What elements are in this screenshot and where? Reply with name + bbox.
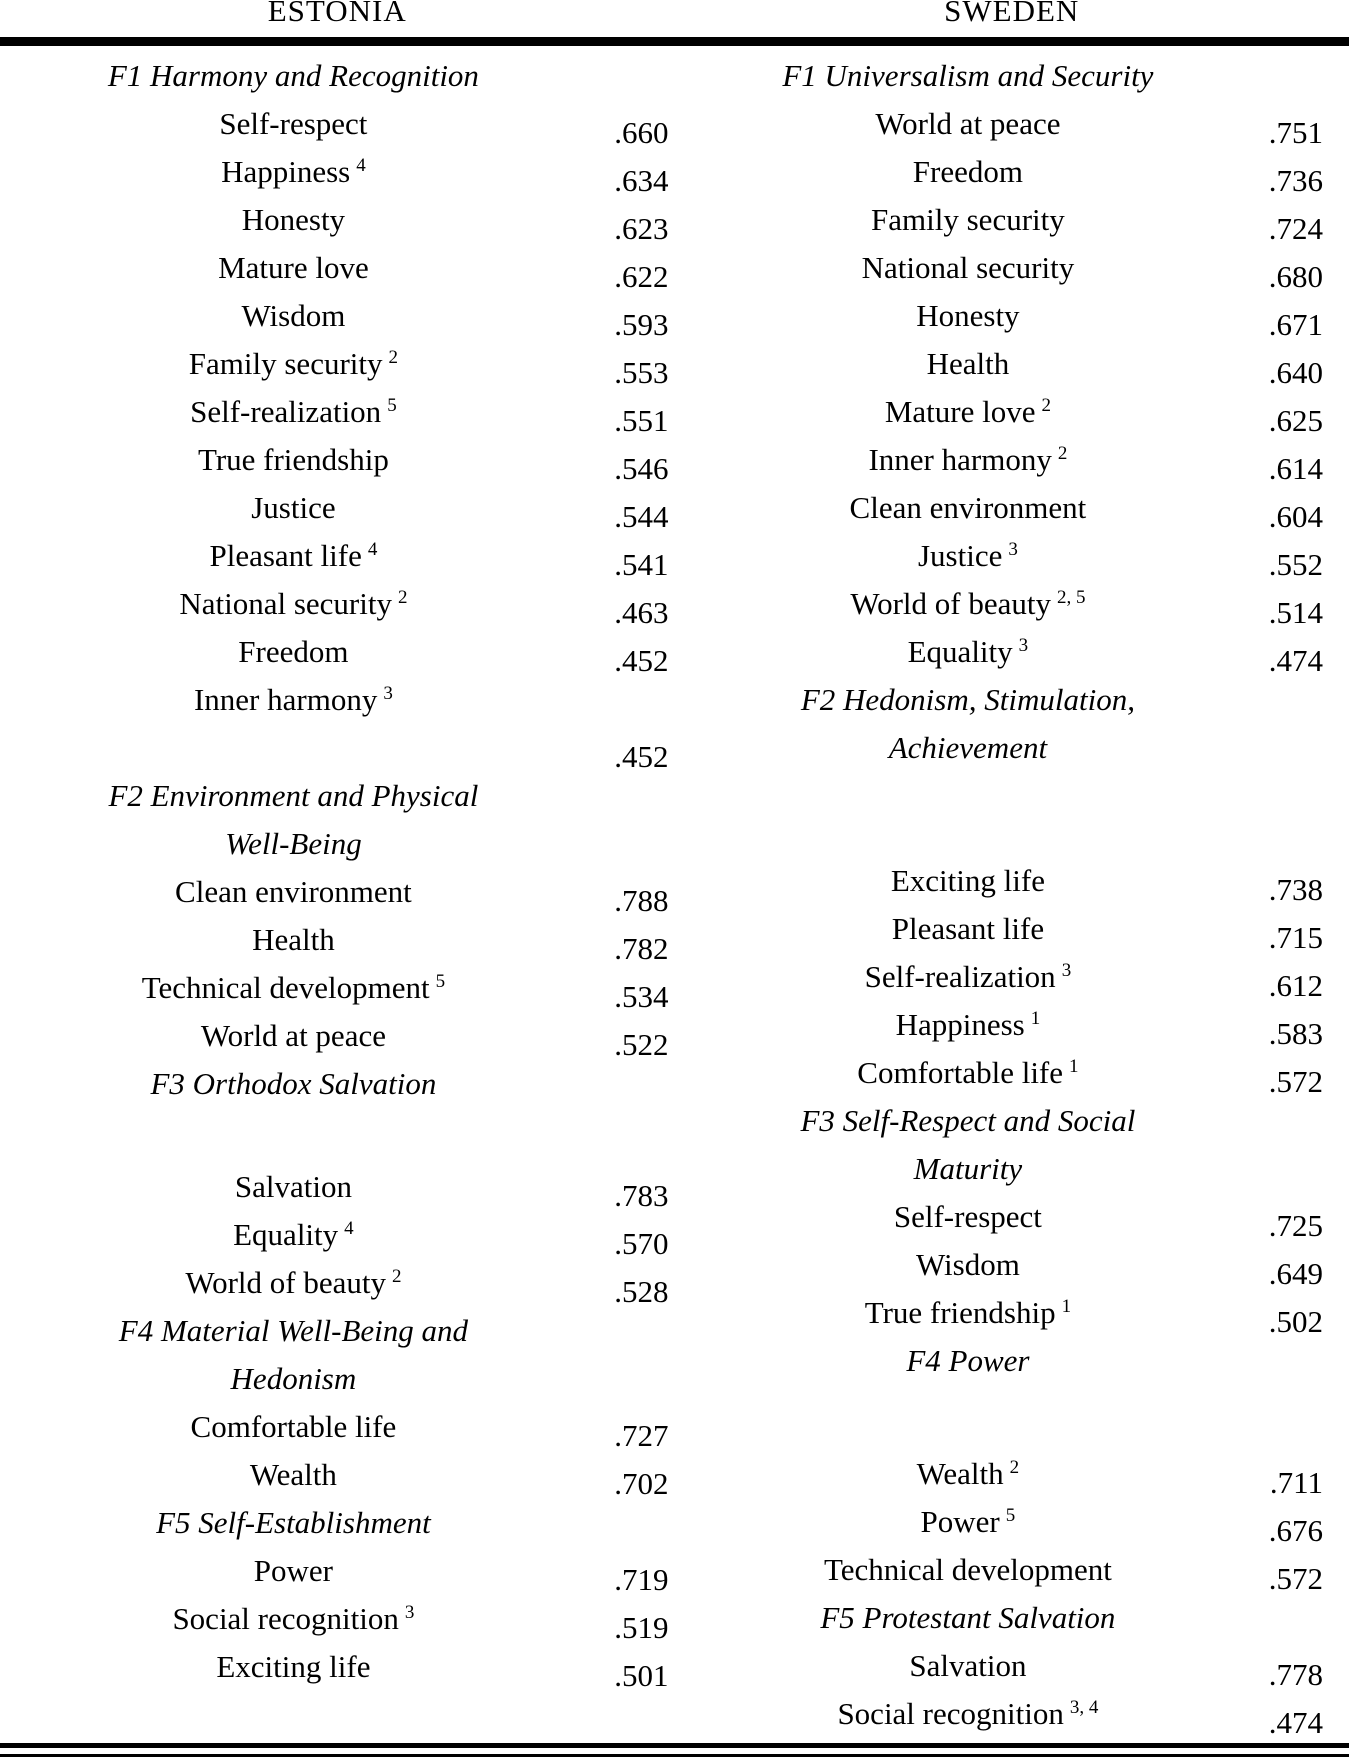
country-label: SWEDEN xyxy=(944,0,1080,28)
value-row xyxy=(0,532,675,580)
footnote-superscript: 3 xyxy=(1018,634,1029,656)
item-label: Clean environment xyxy=(849,490,1087,525)
value-row xyxy=(0,1163,675,1211)
footnote-superscript: 3 xyxy=(404,1601,415,1623)
value-row xyxy=(675,388,1349,436)
factor-heading: F4 Material Well-Being and Hedonism xyxy=(118,1313,469,1396)
footnote-superscript: 4 xyxy=(367,538,378,560)
item-label: Comfortable life $^1$ xyxy=(857,1055,1079,1090)
footnote-superscript: 2 xyxy=(397,586,408,608)
factor-heading: F4 Power xyxy=(906,1343,1030,1378)
item-label: Self-respect xyxy=(219,106,368,141)
value-row xyxy=(675,1049,1349,1097)
item-label: Equality $^4$ xyxy=(233,1217,354,1252)
value-row xyxy=(675,1450,1349,1498)
value-row xyxy=(675,1001,1349,1049)
table-body xyxy=(0,46,1349,1738)
item-label: World at peace xyxy=(200,1018,386,1053)
value-row xyxy=(0,628,675,676)
item-value: .738 xyxy=(1268,872,1323,907)
value-row xyxy=(675,436,1349,484)
factor-heading: F2 Hedonism, Stimulation, Achievement xyxy=(800,682,1135,765)
value-row xyxy=(675,484,1349,532)
item-label: Justice xyxy=(251,490,336,525)
value-row xyxy=(675,100,1349,148)
item-label: Exciting life xyxy=(216,1649,371,1684)
item-label: Mature love xyxy=(218,250,369,285)
item-value: .649 xyxy=(1268,1256,1323,1291)
value-row xyxy=(0,100,675,148)
item-value xyxy=(587,1508,675,1556)
value-row xyxy=(0,1403,675,1451)
value-row xyxy=(0,724,675,772)
footnote-superscript: 1 xyxy=(1069,1055,1079,1077)
value-row xyxy=(675,244,1349,292)
item-value: .778 xyxy=(1268,1657,1323,1692)
item-label: Family security $^2$ xyxy=(188,346,399,381)
item-label: Family security xyxy=(871,202,1065,237)
value-row xyxy=(675,628,1349,676)
item-value: .725 xyxy=(1268,1208,1323,1243)
value-row xyxy=(0,340,675,388)
factor-heading: F3 Self-Respect and Social Maturity xyxy=(800,1103,1136,1186)
footnote-superscript: 3, 4 xyxy=(1069,1696,1099,1718)
country-label: ESTONIA xyxy=(267,0,407,28)
footnote-superscript: 1 xyxy=(1061,1295,1072,1317)
footnote-superscript: 4 xyxy=(344,1217,354,1239)
item-label: Power xyxy=(253,1553,334,1588)
footnote-superscript: 2 xyxy=(388,346,399,368)
value-row xyxy=(0,1595,675,1643)
item-label: World of beauty $^2$ xyxy=(185,1265,402,1300)
column-header-estonia xyxy=(0,0,675,34)
value-row xyxy=(675,340,1349,388)
factor-heading-row xyxy=(0,1060,675,1108)
value-row xyxy=(0,1451,675,1499)
factor-heading-row xyxy=(0,772,675,868)
column-header-sweden xyxy=(675,0,1349,34)
item-label: Wisdom xyxy=(241,298,346,333)
item-label: Self-respect xyxy=(893,1199,1042,1234)
value-row xyxy=(675,196,1349,244)
item-value: .514 xyxy=(1268,595,1323,630)
item-label: Self-realization $^5$ xyxy=(190,394,397,429)
item-label: Social recognition $^{3, 4}$ xyxy=(837,1696,1099,1731)
footnote-superscript: 3 xyxy=(1061,959,1072,981)
item-value: .522 xyxy=(614,1027,669,1062)
item-label: World at peace xyxy=(875,106,1061,141)
item-value: .534 xyxy=(614,979,669,1014)
value-row xyxy=(0,580,675,628)
footnote-superscript: 2 xyxy=(1057,442,1068,464)
item-value: .572 xyxy=(1268,1064,1323,1099)
item-value xyxy=(587,1316,675,1412)
item-value xyxy=(587,781,675,877)
item-value: .502 xyxy=(1268,1304,1323,1339)
item-value: .719 xyxy=(614,1562,669,1597)
value-row xyxy=(675,1690,1349,1738)
item-value: .634 xyxy=(614,163,669,198)
item-label: Health xyxy=(252,922,335,957)
item-label: Happiness $^4$ xyxy=(221,154,366,189)
item-label: Pleasant life $^4$ xyxy=(209,538,378,573)
spacer xyxy=(675,772,1349,857)
top-rule xyxy=(0,37,1349,46)
value-row xyxy=(0,676,675,724)
value-row xyxy=(0,436,675,484)
item-value: .541 xyxy=(614,547,669,582)
item-value: .553 xyxy=(614,355,669,390)
value-row xyxy=(675,1241,1349,1289)
item-value: .519 xyxy=(614,1610,669,1645)
footnote-superscript: 2 xyxy=(1009,1456,1020,1478)
item-value: .671 xyxy=(1268,307,1323,342)
item-value: .715 xyxy=(1268,920,1323,955)
value-row xyxy=(0,1643,675,1691)
value-row xyxy=(675,1546,1349,1594)
spacer xyxy=(675,1385,1349,1450)
item-value: .782 xyxy=(614,931,669,966)
item-label: Mature love $^2$ xyxy=(884,394,1051,429)
item-value: .727 xyxy=(614,1418,669,1453)
item-label xyxy=(0,724,587,772)
factor-heading-row xyxy=(675,1337,1349,1385)
item-value: .660 xyxy=(614,115,669,150)
value-row xyxy=(0,964,675,1012)
value-row xyxy=(675,580,1349,628)
table-header-row xyxy=(0,0,1349,34)
value-row xyxy=(0,484,675,532)
value-row xyxy=(0,868,675,916)
footnote-superscript: 2, 5 xyxy=(1056,586,1086,608)
item-value: .724 xyxy=(1268,211,1323,246)
value-row xyxy=(0,916,675,964)
item-value: .751 xyxy=(1268,115,1323,150)
item-label: Happiness $^1$ xyxy=(895,1007,1041,1042)
item-label: National security $^2$ xyxy=(179,586,408,621)
item-value: .676 xyxy=(1268,1513,1323,1548)
item-value xyxy=(587,61,675,109)
factor-heading: F3 Orthodox Salvation xyxy=(150,1066,437,1101)
value-row xyxy=(0,148,675,196)
item-label: Pleasant life xyxy=(891,911,1045,946)
item-value xyxy=(587,1069,675,1117)
item-value: .614 xyxy=(1268,451,1323,486)
factor-heading: F1 Harmony and Recognition xyxy=(107,58,479,93)
item-value xyxy=(1261,685,1349,781)
item-value: .474 xyxy=(1268,643,1323,678)
footnote-superscript: 3 xyxy=(1008,538,1018,560)
factor-heading-row xyxy=(0,1307,675,1403)
item-label: Clean environment xyxy=(175,874,412,909)
item-label: Comfortable life xyxy=(190,1409,397,1444)
value-row xyxy=(0,244,675,292)
spacer xyxy=(0,1108,675,1163)
footnote-superscript: 1 xyxy=(1030,1007,1041,1029)
footnote-superscript: 5 xyxy=(435,970,446,992)
value-row xyxy=(675,1498,1349,1546)
footnote-superscript: 5 xyxy=(1005,1504,1016,1526)
item-label: Wealth $^2$ xyxy=(916,1456,1020,1491)
item-value: .528 xyxy=(614,1274,669,1309)
factor-heading-row xyxy=(675,676,1349,772)
value-row xyxy=(0,1259,675,1307)
factor-heading-row xyxy=(0,52,675,100)
item-value xyxy=(1261,1106,1349,1202)
item-label: True friendship xyxy=(197,442,389,477)
value-row xyxy=(675,1642,1349,1690)
item-label: Wealth xyxy=(249,1457,337,1492)
item-value: .623 xyxy=(614,211,669,246)
item-value: .474 xyxy=(1268,1705,1323,1740)
item-value: .583 xyxy=(1268,1016,1323,1051)
footnote-superscript: 2 xyxy=(1041,394,1051,416)
item-label: Honesty xyxy=(241,202,346,237)
value-row xyxy=(675,1193,1349,1241)
item-label: Wisdom xyxy=(916,1247,1020,1282)
factor-heading-row xyxy=(675,1097,1349,1193)
item-label: Equality $^3$ xyxy=(907,634,1029,669)
item-value: .604 xyxy=(1268,499,1323,534)
item-label: Power $^5$ xyxy=(920,1504,1016,1539)
value-row xyxy=(0,1547,675,1595)
value-row xyxy=(675,857,1349,905)
item-label: Technical development xyxy=(823,1552,1112,1587)
value-row xyxy=(0,1211,675,1259)
value-row xyxy=(675,292,1349,340)
item-value: .736 xyxy=(1268,163,1323,198)
item-value: .546 xyxy=(614,451,669,486)
item-value: .783 xyxy=(614,1178,669,1213)
value-row xyxy=(0,388,675,436)
value-row xyxy=(675,1289,1349,1337)
item-value xyxy=(1261,61,1349,109)
value-row xyxy=(675,953,1349,1001)
item-value: .680 xyxy=(1268,259,1323,294)
item-value: .702 xyxy=(614,1466,669,1501)
item-value: .612 xyxy=(1268,968,1323,1003)
item-value: .551 xyxy=(614,403,669,438)
factor-heading-row xyxy=(675,52,1349,100)
item-label: Freedom xyxy=(912,154,1023,189)
item-value: .452 xyxy=(614,739,669,774)
item-label: Exciting life xyxy=(890,863,1045,898)
value-row xyxy=(675,905,1349,953)
item-value: .711 xyxy=(1269,1465,1323,1500)
factor-heading: F5 Self-Establishment xyxy=(156,1505,431,1540)
item-value: .788 xyxy=(614,883,669,918)
item-label: Inner harmony $^3$ xyxy=(193,682,393,717)
item-value: .640 xyxy=(1268,355,1323,390)
item-value: .572 xyxy=(1268,1561,1323,1596)
item-value: .544 xyxy=(614,499,669,534)
value-row xyxy=(675,148,1349,196)
item-value: .622 xyxy=(614,259,669,294)
item-label: Health xyxy=(926,346,1010,381)
item-value xyxy=(1261,1603,1349,1651)
item-label: Honesty xyxy=(916,298,1020,333)
factor-heading: F1 Universalism and Security xyxy=(782,58,1154,93)
item-label: Inner harmony $^2$ xyxy=(868,442,1068,477)
value-row xyxy=(675,532,1349,580)
factor-heading: F2 Environment and Physical Well-Being xyxy=(108,778,479,861)
value-row xyxy=(0,1012,675,1060)
value-row xyxy=(0,292,675,340)
item-label: National security xyxy=(861,250,1075,285)
factor-heading: F5 Protestant Salvation xyxy=(820,1600,1116,1635)
item-value: .452 xyxy=(614,643,669,678)
item-label: Salvation xyxy=(909,1648,1027,1683)
item-value xyxy=(587,685,675,733)
item-value: .463 xyxy=(614,595,669,630)
item-label: True friendship $^1$ xyxy=(864,1295,1072,1330)
item-label: Freedom xyxy=(238,634,349,669)
item-label: World of beauty $^{2, 5}$ xyxy=(850,586,1086,621)
sweden-column xyxy=(675,52,1349,1738)
footnote-superscript: 3 xyxy=(383,682,393,704)
item-value xyxy=(1261,1346,1349,1394)
item-label: Technical development $^5$ xyxy=(141,970,446,1005)
item-value: .570 xyxy=(614,1226,669,1261)
item-value: .552 xyxy=(1268,547,1323,582)
item-value: .501 xyxy=(614,1658,669,1693)
bottom-rule xyxy=(0,1743,1349,1757)
item-label: Justice $^3$ xyxy=(917,538,1018,573)
item-value: .593 xyxy=(614,307,669,342)
footnote-superscript: 5 xyxy=(387,394,397,416)
item-label: Self-realization $^3$ xyxy=(864,959,1072,994)
estonia-column xyxy=(0,52,675,1738)
item-label: Salvation xyxy=(234,1169,352,1204)
item-label: Social recognition $^3$ xyxy=(172,1601,415,1636)
footnote-superscript: 4 xyxy=(356,154,366,176)
factor-heading-row xyxy=(0,1499,675,1547)
footnote-superscript: 2 xyxy=(391,1265,402,1287)
item-value: .625 xyxy=(1268,403,1323,438)
factor-heading-row xyxy=(675,1594,1349,1642)
value-row xyxy=(0,196,675,244)
